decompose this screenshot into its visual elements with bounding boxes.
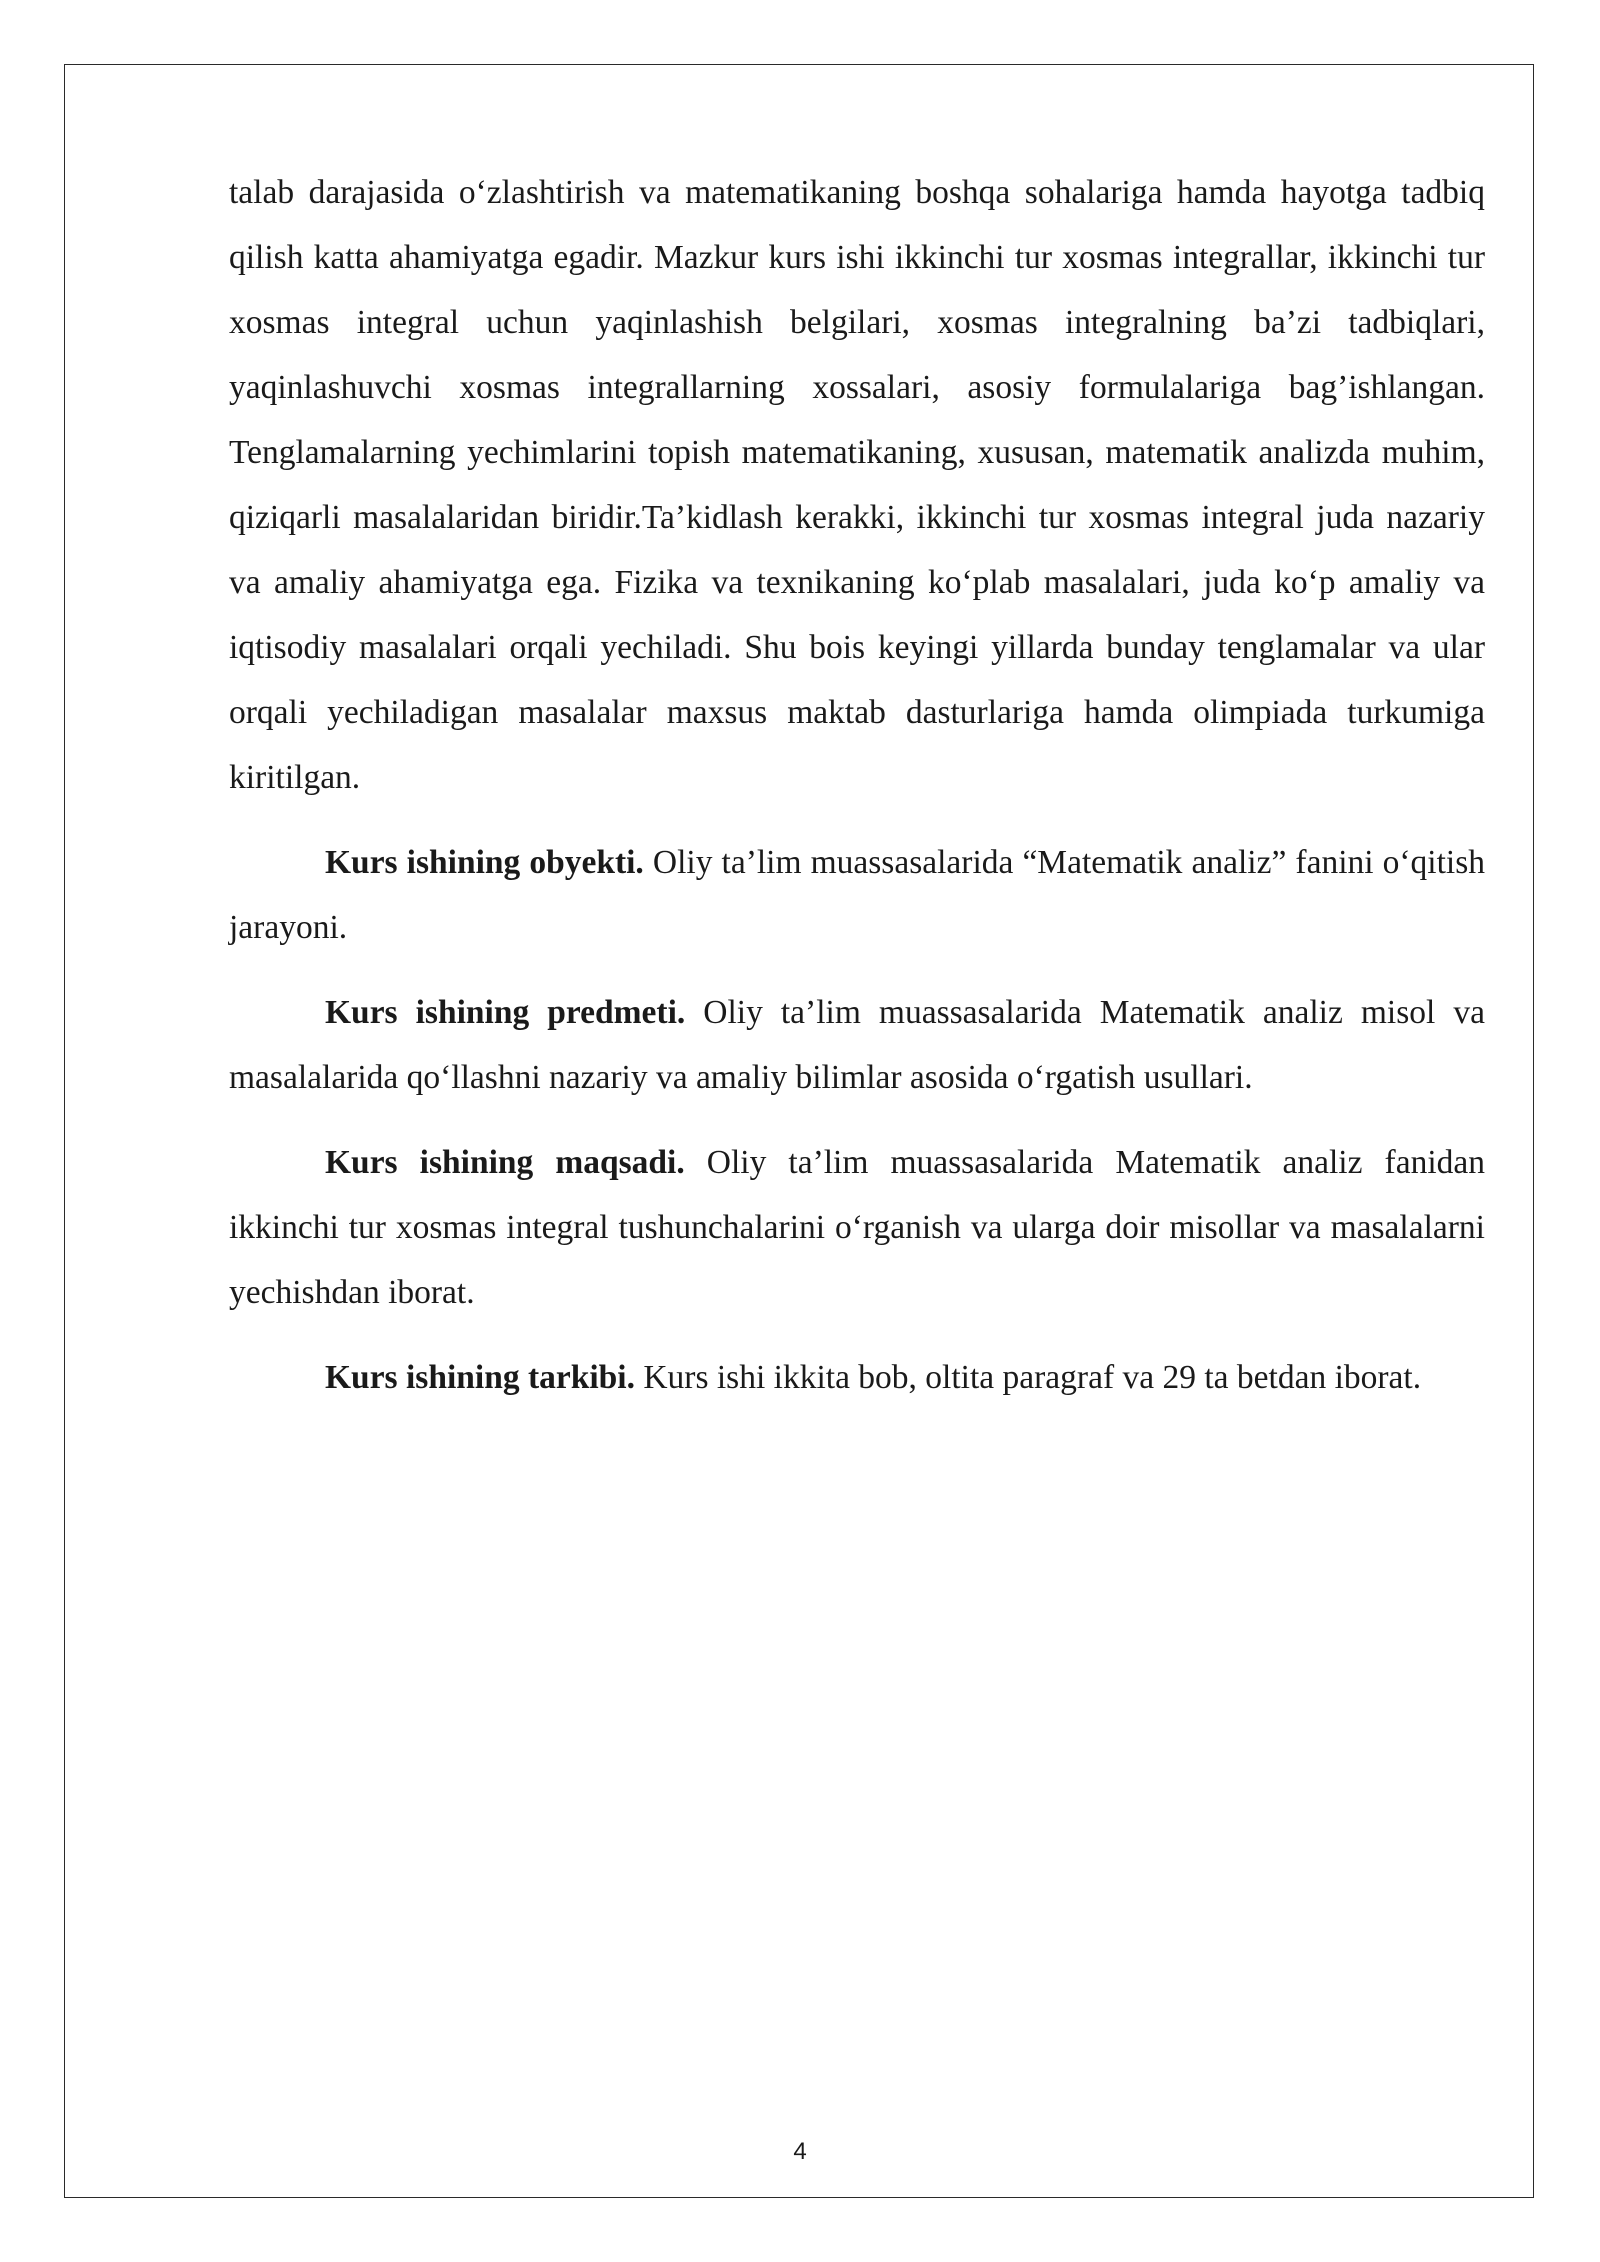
section-object-heading: Kurs ishining obyekti. bbox=[325, 844, 644, 881]
section-structure-paragraph bbox=[229, 1345, 1485, 1410]
section-subject-text: Oliy ta’lim muassasalarida Matematik analiz misol va masalalarida qo‘llashni nazariy va amaliy bilimlar asosida o‘rgatish usullari. bbox=[229, 994, 1485, 1096]
intro-paragraph: talab darajasida o‘zlashtirish va matematikaning boshqa sohalariga hamda hayotga tadbiq qilish katta ahamiyatga egadir. Mazkur kurs ishi ikkinchi tur xosmas integrallar, ikkinchi tur xosmas integral uchun yaqinlashish belgilari, xosmas integralning ba’zi tadbiqlari, yaqinlashuvchi xosmas integrallarning xossalari, asosiy formulalariga bag’ishlangan. Tenglamalarning yechimlarini topish matematikaning, xususan, matematik analizda muhim, qiziqarli masalalaridan biridir.Ta’kidlash kerakki, ikkinchi tur xosmas integral juda nazariy va amaliy ahamiyatga ega. Fizika va texnikaning ko‘plab masalalari, juda ko‘p amaliy va iqtisodiy masalalari orqali yechiladi. Shu bois keyingi yillarda bunday tenglamalar va ular orqali yechiladigan masalalar maxsus maktab dasturlariga hamda olimpiada turkumiga kiritilgan. bbox=[229, 174, 1485, 796]
section-subject-paragraph bbox=[229, 980, 1485, 1110]
section-subject-heading: Kurs ishining predmeti. bbox=[325, 994, 686, 1031]
section-goal-paragraph bbox=[229, 1130, 1485, 1325]
section-structure-heading: Kurs ishining tarkibi. bbox=[325, 1359, 635, 1396]
page-number: 4 bbox=[793, 2138, 807, 2165]
section-object-text: Oliy ta’lim muassasalarida “Matematik analiz” fanini o‘qitish jarayoni. bbox=[229, 844, 1485, 946]
document-body bbox=[229, 160, 1485, 1410]
section-goal-text: Oliy ta’lim muassasalarida Matematik analiz fanidan ikkinchi tur xosmas integral tushunchalarini o‘rganish va ularga doir misollar va masalalarni yechishdan iborat. bbox=[229, 1144, 1485, 1311]
section-goal-heading: Kurs ishining maqsadi. bbox=[325, 1144, 685, 1181]
section-object-paragraph bbox=[229, 830, 1485, 960]
section-structure-text: Kurs ishi ikkita bob, oltita paragraf va 29 ta betdan iborat. bbox=[634, 1359, 1422, 1396]
